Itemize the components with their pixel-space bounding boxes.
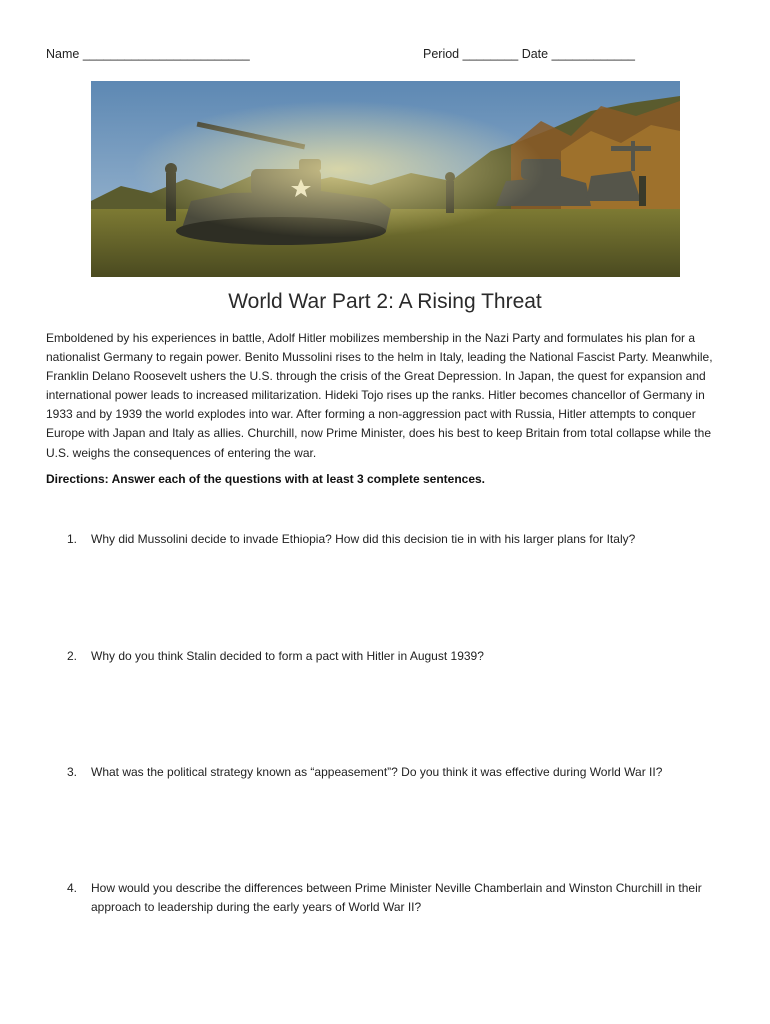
question-number: 2.	[67, 649, 78, 663]
question-text: Why did Mussolini decide to invade Ethiopia? How did this decision tie in with his larger plans for Italy?	[91, 532, 636, 546]
tank-battlefield-photo	[91, 81, 680, 277]
question-3	[67, 763, 727, 782]
question-text: What was the political strategy known as “appeasement”? Do you think it was effective during World War II?	[91, 765, 663, 779]
directions-text: Directions: Answer each of the questions with at least 3 complete sentences.	[46, 472, 486, 486]
question-text: Why do you think Stalin decided to form a pact with Hitler in August 1939?	[91, 649, 484, 663]
intro-paragraph: Emboldened by his experiences in battle, Adolf Hitler mobilizes membership in the Nazi Party and formulates his plan for a nationalist Germany to regain power. Benito Mussolini rises to the helm in Italy, leading the National Fascist Party. Meanwhile, Franklin Delano Roosevelt ushers the U.S. through the crisis of the Great Depression. In Japan, the quest for expansion and international power leads to increased militarization. Hideki Tojo rises up the ranks. Hitler becomes chancellor of Germany in 1933 and by 1939 the world explodes into war. After forming a non-aggression pact with Russia, Hitler attempts to conquer Europe with Japan and Italy as allies. Churchill, now Prime Minister, does his best to keep Britain from total collapse while the U.S. weighs the consequences of entering the war.	[46, 331, 713, 460]
question-number: 3.	[67, 765, 78, 779]
question-number: 4.	[67, 881, 78, 895]
question-2	[67, 647, 727, 666]
name-field-label: Name ________________________	[46, 47, 250, 61]
question-1	[67, 530, 727, 549]
question-text: How would you describe the differences between Prime Minister Neville Chamberlain and Winston Churchill in their approach to leadership during the early years of World War II?	[91, 881, 702, 915]
question-number: 1.	[67, 532, 78, 546]
period-date-field-label: Period ________ Date ____________	[423, 47, 635, 61]
page-title: World War Part 2: A Rising Threat	[228, 290, 542, 313]
question-4	[67, 879, 727, 917]
